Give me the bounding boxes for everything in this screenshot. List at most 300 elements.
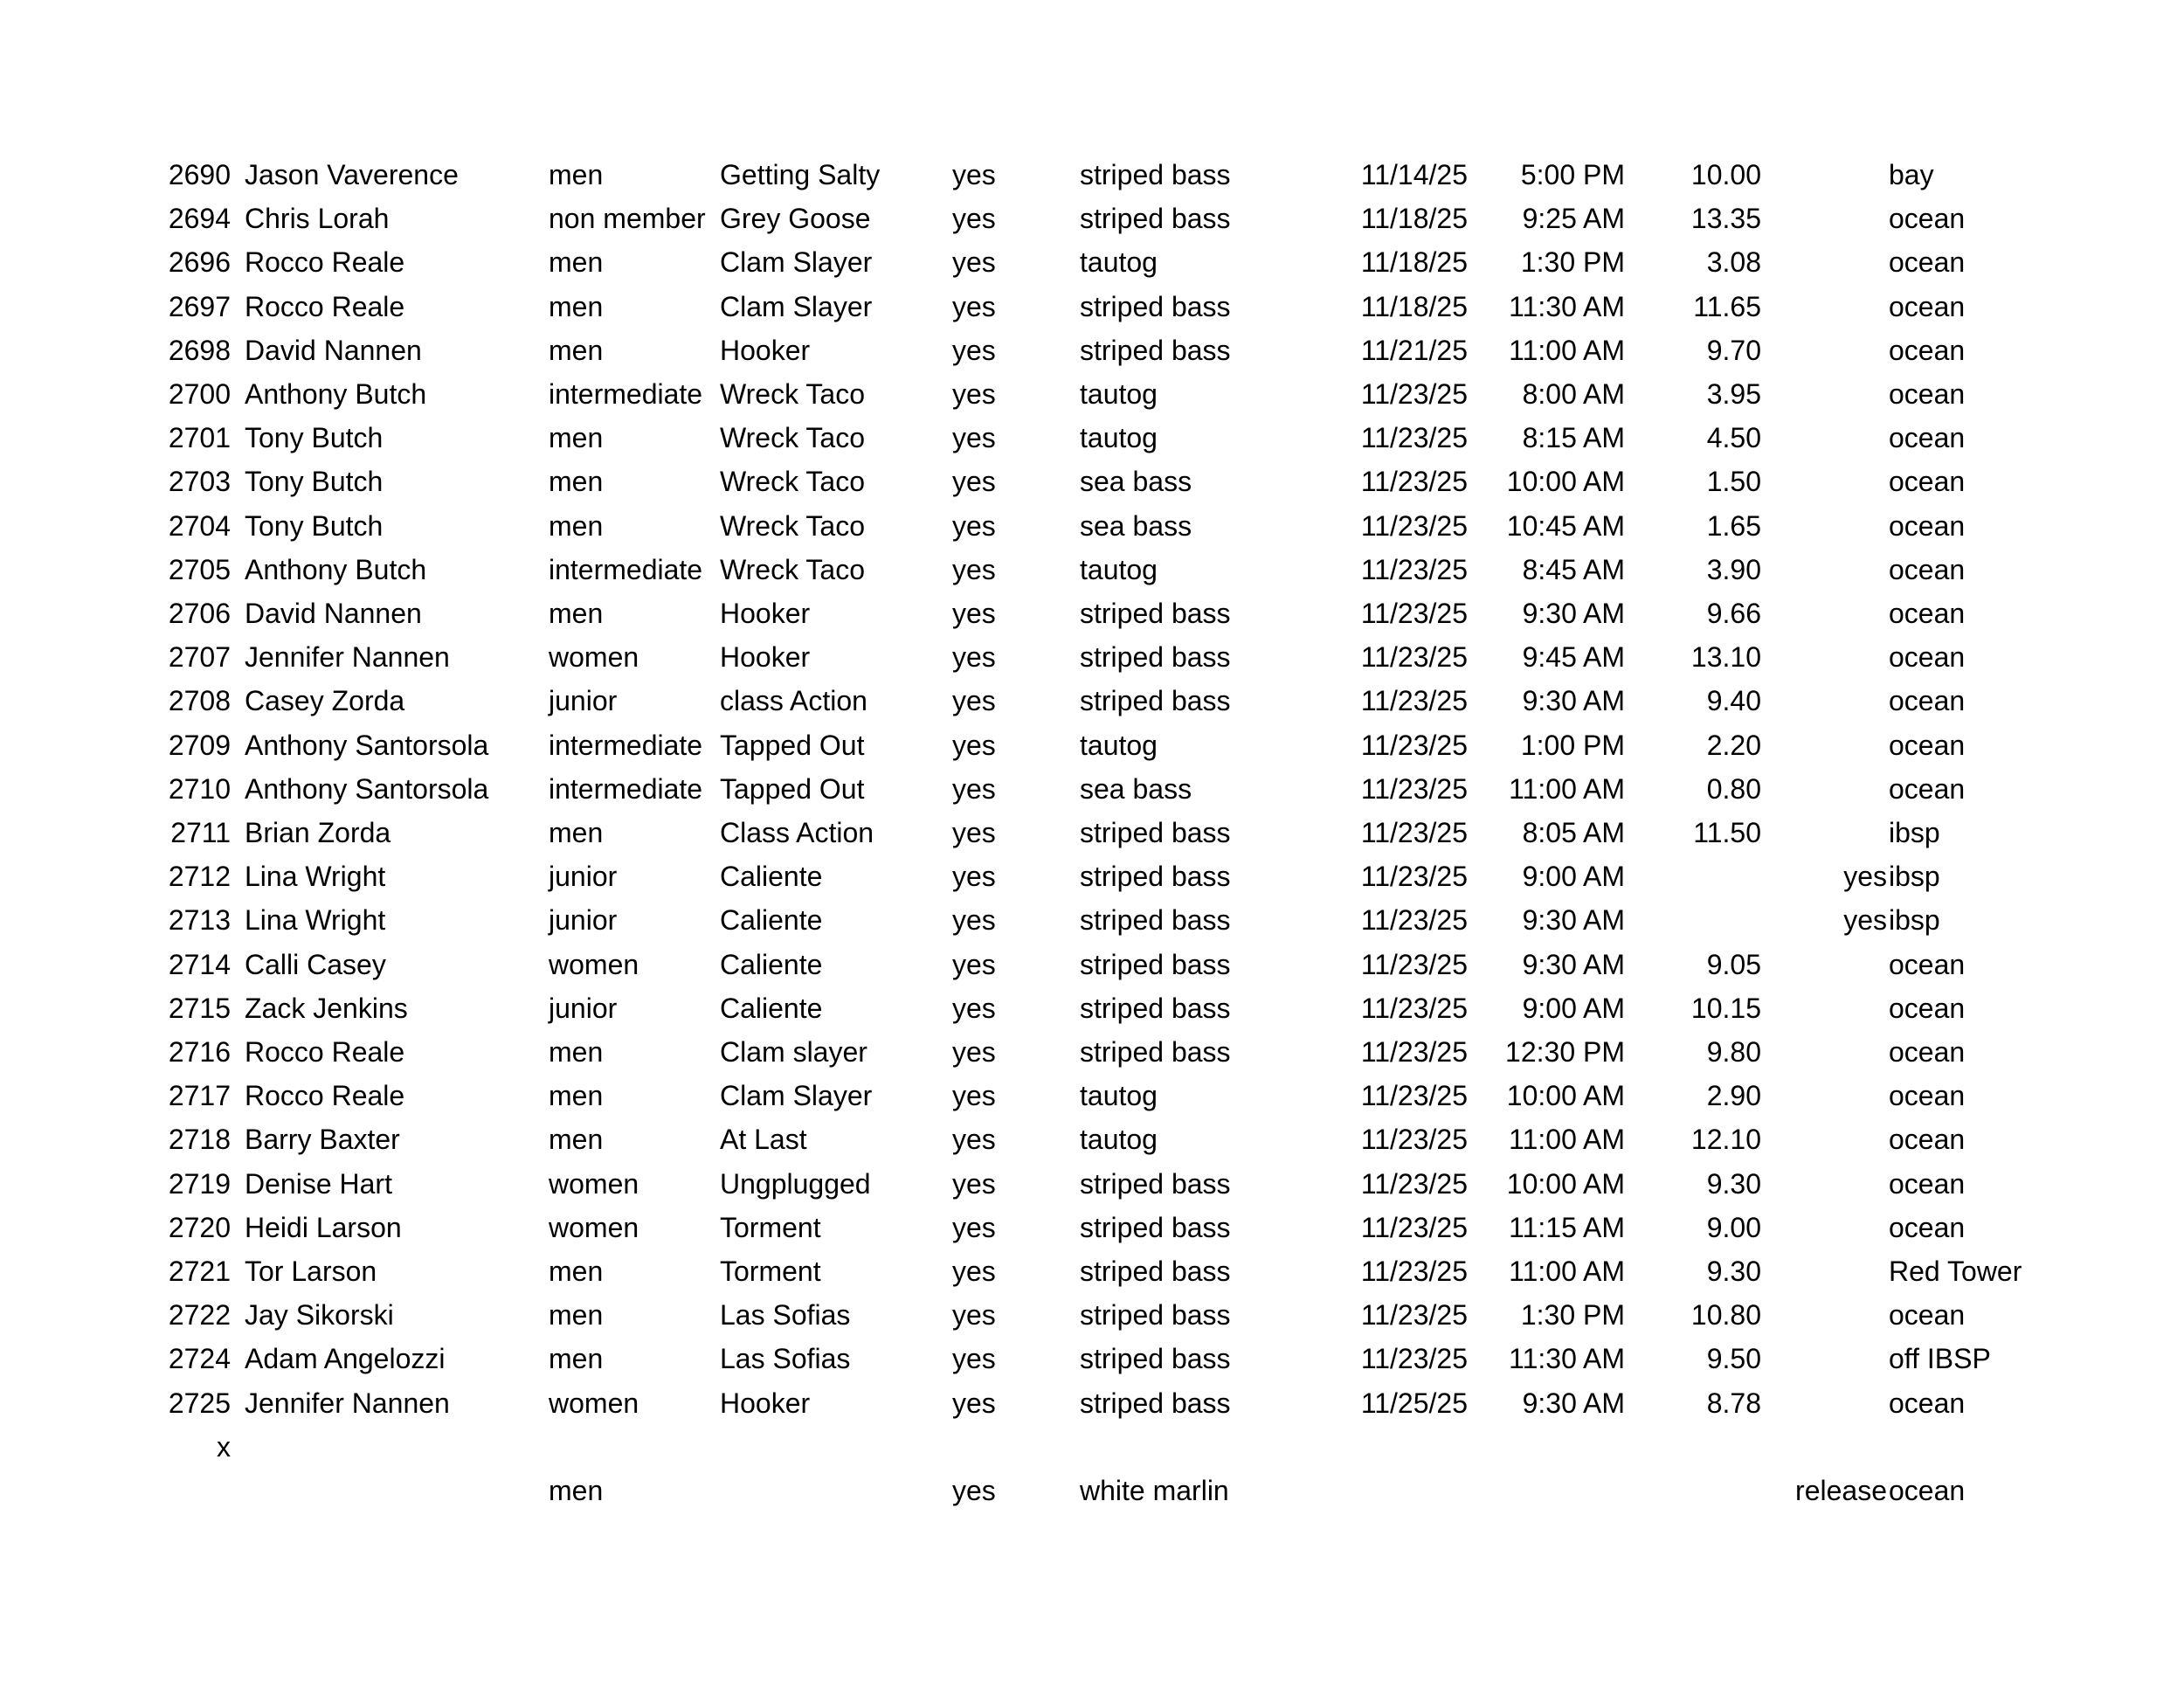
catch-time-cell: 9:30 AM [1522,948,1625,980]
angler-name-cell: Rocco Reale [245,246,405,279]
angler-name-cell: Casey Zorda [245,685,405,717]
species-cell: striped bass [1080,992,1231,1024]
boat-name-cell: Hooker [720,1387,811,1419]
table-row [0,1074,2184,1117]
catch-time-cell: 11:15 AM [1509,1211,1625,1243]
weight-cell: 8.78 [1706,1387,1761,1419]
entry-id-cell [156,1469,231,1512]
division-cell: men [549,290,604,322]
table-row [0,1381,2184,1425]
weight-cell [1642,1425,1761,1469]
entry-id-cell: 2696 [168,246,231,279]
weight-cell [1642,898,1761,942]
table-row [0,1117,2184,1161]
catch-time-cell: 1:30 PM [1520,1299,1625,1332]
catch-date-cell: 11/23/25 [1360,1036,1468,1068]
species-cell: sea bass [1080,509,1192,542]
boat-name-cell: Hooker [720,641,811,674]
division-cell: junior [549,685,618,717]
division-cell: men [549,509,604,542]
weight-cell: 3.95 [1706,378,1761,410]
division-cell: men [549,817,604,848]
weight-cell: 1.50 [1706,466,1761,498]
species-cell: striped bass [1080,861,1231,893]
species-cell: striped bass [1080,1036,1231,1068]
catch-time-cell: 11:00 AM [1509,334,1625,366]
member-flag-cell: yes [952,729,996,761]
weight-cell [1642,854,1761,898]
boat-name-cell: Torment [720,1211,821,1243]
member-flag-cell: yes [952,685,996,717]
boat-name-cell: Clam Slayer [720,290,873,322]
location-cell: ocean [1889,948,1966,980]
table-row [0,416,2184,460]
angler-name-cell: Chris Lorah [245,203,390,235]
release-flag-cell [1765,197,1887,240]
angler-name-cell: Denise Hart [245,1167,392,1200]
catch-date-cell: 11/23/25 [1360,772,1468,805]
entry-id-cell: 2710 [168,772,231,805]
species-cell: striped bass [1080,1167,1231,1200]
species-cell: striped bass [1080,334,1231,366]
location-cell: off IBSP [1889,1343,1991,1375]
entry-id-cell: 2709 [168,729,231,761]
table-row [0,898,2184,942]
catch-date-cell: 11/14/25 [1360,159,1468,190]
weight-cell: 10.15 [1690,992,1761,1024]
angler-name-cell: Adam Angelozzi [245,1343,446,1375]
member-flag-cell: yes [952,904,996,937]
release-flag-cell [1765,1293,1887,1337]
catch-time-cell [1476,1425,1625,1469]
location-cell: ocean [1889,1167,1966,1200]
catch-time-cell: 8:05 AM [1522,817,1625,848]
division-cell: men [549,1256,604,1287]
release-flag-cell [1765,372,1887,416]
angler-name-cell: David Nannen [245,334,422,366]
catch-time-cell: 10:45 AM [1506,509,1625,542]
catch-time-cell: 9:30 AM [1522,904,1625,937]
entry-id-cell: 2721 [168,1256,231,1287]
angler-name-cell [245,1425,542,1469]
catch-time-cell: 11:30 AM [1509,1343,1625,1375]
angler-name-cell: Brian Zorda [245,817,391,848]
catch-date-cell: 11/21/25 [1360,334,1468,366]
entry-id-cell: 2705 [168,553,231,585]
catch-date-cell: 11/23/25 [1360,1080,1468,1112]
boat-name-cell: class Action [720,685,867,717]
species-cell: striped bass [1080,1256,1231,1287]
location-cell: ocean [1889,334,1966,366]
weight-cell: 2.90 [1706,1080,1761,1112]
weight-cell: 3.08 [1706,246,1761,279]
location-cell: ocean [1889,246,1966,279]
boat-name-cell: Hooker [720,598,811,629]
species-cell: striped bass [1080,1343,1231,1375]
species-cell: striped bass [1080,203,1231,235]
release-flag-cell [1765,767,1887,811]
entry-id-cell: 2701 [168,422,231,454]
catch-time-cell: 11:00 AM [1509,1256,1625,1287]
boat-name-cell: Wreck Taco [720,509,865,542]
division-cell: men [549,1036,604,1068]
entry-id-cell: 2716 [168,1036,231,1068]
boat-name-cell: Caliente [720,992,823,1024]
catch-date-cell: 11/23/25 [1360,948,1468,980]
division-cell: junior [549,992,618,1024]
division-cell: intermediate [549,553,703,585]
division-cell: men [549,422,604,454]
catch-time-cell: 9:00 AM [1522,861,1625,893]
member-flag-cell: yes [952,509,996,542]
boat-name-cell: At Last [720,1124,807,1156]
boat-name-cell: Wreck Taco [720,422,865,454]
weight-cell: 9.70 [1706,334,1761,366]
boat-name-cell: Class Action [720,817,874,848]
member-flag-cell: yes [952,948,996,980]
catch-date-cell: 11/23/25 [1360,553,1468,585]
table-row [0,1337,2184,1380]
division-cell: junior [549,861,618,893]
member-flag-cell: yes [952,1036,996,1068]
angler-name-cell: Jason Vaverence [245,159,459,190]
catch-date-cell: 11/23/25 [1360,422,1468,454]
catch-date-cell: 11/23/25 [1360,466,1468,498]
table-row [0,1469,2184,1512]
angler-name-cell: Jennifer Nannen [245,1387,450,1419]
boat-name-cell: Torment [720,1256,821,1287]
location-cell: ocean [1889,641,1966,674]
member-flag-cell: yes [952,378,996,410]
angler-name-cell: Jennifer Nannen [245,641,450,674]
table-row [0,1425,2184,1469]
division-cell: men [549,1080,604,1112]
boat-name-cell: Ungplugged [720,1167,871,1200]
catch-date-cell: 11/23/25 [1360,1211,1468,1243]
catch-date-cell: 11/23/25 [1360,378,1468,410]
boat-name-cell: Clam slayer [720,1036,867,1068]
entry-id-cell: 2706 [168,598,231,629]
division-cell: men [549,246,604,279]
member-flag-cell: yes [952,1080,996,1112]
species-cell: striped bass [1080,641,1231,674]
angler-name-cell: Jay Sikorski [245,1299,394,1332]
release-flag-cell [1765,504,1887,548]
member-flag-cell: yes [952,246,996,279]
catch-date-cell: 11/25/25 [1360,1387,1468,1419]
release-flag-cell [1765,153,1887,197]
table-row [0,1293,2184,1337]
species-cell: tautog [1080,246,1158,279]
catch-time-cell: 8:15 AM [1522,422,1625,454]
catch-date-cell: 11/23/25 [1360,1343,1468,1375]
boat-name-cell: Tapped Out [720,729,865,761]
release-flag-cell [1765,1249,1887,1293]
catch-date-cell: 11/23/25 [1360,1167,1468,1200]
release-flag-cell [1765,416,1887,460]
location-cell: ocean [1889,422,1966,454]
table-row [0,1249,2184,1293]
release-flag-cell [1765,1162,1887,1206]
table-row [0,679,2184,723]
species-cell: striped bass [1080,1211,1231,1243]
weight-cell: 9.00 [1706,1211,1761,1243]
release-flag-cell: release [1795,1475,1887,1506]
angler-name-cell [245,1469,542,1512]
boat-name-cell: Getting Salty [720,159,881,190]
division-cell: intermediate [549,729,703,761]
angler-name-cell: Anthony Santorsola [245,729,489,761]
boat-name-cell: Grey Goose [720,203,871,235]
catch-time-cell: 9:00 AM [1522,992,1625,1024]
release-flag-cell [1765,723,1887,767]
catch-date-cell: 11/23/25 [1360,861,1468,893]
entry-id-cell: 2720 [168,1211,231,1243]
entry-id-cell: 2718 [168,1124,231,1156]
boat-name-cell: Las Sofias [720,1299,851,1332]
weight-cell: 13.10 [1690,641,1761,674]
species-cell: striped bass [1080,1387,1231,1419]
boat-name-cell: Las Sofias [720,1343,851,1375]
catch-date-cell: 11/18/25 [1360,203,1468,235]
member-flag-cell: yes [952,1387,996,1419]
catch-time-cell: 9:30 AM [1522,685,1625,717]
boat-name-cell: Caliente [720,948,823,980]
member-flag-cell: yes [952,772,996,805]
catch-date-cell: 11/23/25 [1360,685,1468,717]
location-cell: ibsp [1889,861,1940,893]
entry-id-cell: 2708 [168,685,231,717]
entry-id-cell: 2717 [168,1080,231,1112]
table-row [0,460,2184,503]
table-row [0,329,2184,372]
angler-name-cell: Lina Wright [245,904,386,937]
weight-cell: 10.80 [1690,1299,1761,1332]
weight-cell: 9.66 [1706,598,1761,629]
location-cell: ocean [1889,685,1966,717]
angler-name-cell: Anthony Butch [245,378,427,410]
weight-cell: 11.65 [1693,290,1761,322]
entry-id-cell: 2703 [168,466,231,498]
member-flag-cell: yes [952,861,996,893]
member-flag-cell: yes [952,817,996,848]
location-cell: ocean [1889,1299,1966,1332]
angler-name-cell: Anthony Santorsola [245,772,489,805]
table-row [0,1162,2184,1206]
species-cell: striped bass [1080,817,1231,848]
release-flag-cell [1765,285,1887,329]
species-cell: sea bass [1080,466,1192,498]
release-flag-cell [1765,1074,1887,1117]
catch-date-cell: 11/23/25 [1360,729,1468,761]
entry-id-cell: 2700 [168,378,231,410]
release-flag-cell [1765,635,1887,679]
division-cell: intermediate [549,772,703,805]
release-flag-cell [1765,1425,1887,1469]
release-flag-cell [1765,986,1887,1030]
catch-time-cell: 10:00 AM [1506,1167,1625,1200]
location-cell: ocean [1889,1387,1966,1419]
division-cell [549,1425,715,1469]
catch-time-cell [1476,1469,1625,1512]
member-flag-cell: yes [952,334,996,366]
weight-cell: 1.65 [1706,509,1761,542]
angler-name-cell: Tony Butch [245,509,384,542]
entry-id-cell: 2707 [168,641,231,674]
angler-name-cell: Anthony Butch [245,553,427,585]
weight-cell [1642,1469,1761,1512]
release-flag-cell [1765,679,1887,723]
table-row [0,153,2184,197]
member-flag-cell: yes [952,641,996,674]
division-cell: men [549,466,604,498]
member-flag-cell: yes [952,1343,996,1375]
member-flag-cell: yes [952,290,996,322]
release-flag-cell [1765,1206,1887,1249]
angler-name-cell: Zack Jenkins [245,992,408,1024]
member-flag-cell: yes [952,422,996,454]
release-flag-cell [1765,548,1887,591]
catch-time-cell: 9:30 AM [1522,598,1625,629]
catch-date-cell: 11/23/25 [1360,598,1468,629]
division-cell: women [549,948,639,980]
species-cell: tautog [1080,422,1158,454]
boat-name-cell [720,1469,938,1512]
division-cell: men [549,159,604,190]
boat-name-cell: Clam Slayer [720,246,873,279]
species-cell: tautog [1080,1124,1158,1156]
boat-name-cell: Tapped Out [720,772,865,805]
catch-time-cell: 8:45 AM [1522,553,1625,585]
angler-name-cell: Calli Casey [245,948,386,980]
table-row [0,1206,2184,1249]
catch-date-cell: 11/18/25 [1360,246,1468,279]
species-cell: striped bass [1080,598,1231,629]
angler-name-cell: Heidi Larson [245,1211,402,1243]
boat-name-cell: Wreck Taco [720,378,865,410]
weight-cell: 10.00 [1690,159,1761,190]
boat-name-cell: Caliente [720,904,823,937]
table-row [0,943,2184,986]
release-flag-cell: yes [1843,861,1887,893]
catch-time-cell: 1:30 PM [1520,246,1625,279]
catch-time-cell: 10:00 AM [1506,466,1625,498]
division-cell: men [549,598,604,629]
catch-time-cell: 10:00 AM [1506,1080,1625,1112]
location-cell: ibsp [1889,817,1940,848]
table-row [0,197,2184,240]
location-cell: Red Tower [1889,1256,2022,1287]
angler-name-cell: Barry Baxter [245,1124,400,1156]
weight-cell: 9.80 [1706,1036,1761,1068]
catch-time-cell: 8:00 AM [1522,378,1625,410]
table-row [0,1030,2184,1074]
species-cell: striped bass [1080,290,1231,322]
release-flag-cell: yes [1843,904,1887,937]
member-flag-cell: yes [952,1211,996,1243]
location-cell: ocean [1889,1080,1966,1112]
member-flag-cell: yes [952,159,996,190]
catch-date-cell: 11/23/25 [1360,904,1468,937]
angler-name-cell: Rocco Reale [245,290,405,322]
entry-id-cell: 2714 [168,948,231,980]
catch-date-cell: 11/23/25 [1360,992,1468,1024]
release-flag-cell [1765,329,1887,372]
catch-date-cell [1328,1469,1468,1512]
species-cell [1080,1425,1324,1469]
species-cell: striped bass [1080,685,1231,717]
entry-id-cell: 2704 [168,509,231,542]
table-row [0,372,2184,416]
location-cell: ocean [1889,1475,1966,1506]
boat-name-cell [720,1425,938,1469]
weight-cell: 13.35 [1690,203,1761,235]
member-flag-cell: yes [952,466,996,498]
entry-id-cell: 2725 [168,1387,231,1419]
release-flag-cell [1765,943,1887,986]
catch-date-cell [1328,1425,1468,1469]
division-cell: men [549,1299,604,1332]
catch-time-cell: 11:00 AM [1509,1124,1625,1156]
angler-name-cell: Tor Larson [245,1256,377,1287]
table-row [0,635,2184,679]
table-row [0,811,2184,854]
location-cell: ocean [1889,772,1966,805]
boat-name-cell: Wreck Taco [720,466,865,498]
member-flag-cell [952,1425,1066,1469]
species-cell: striped bass [1080,1299,1231,1332]
weight-cell: 3.90 [1706,553,1761,585]
division-cell: women [549,1387,639,1419]
location-cell [1889,1425,2151,1469]
location-cell: ocean [1889,1124,1966,1156]
location-cell: ocean [1889,992,1966,1024]
member-flag-cell: yes [952,1167,996,1200]
catch-date-cell: 11/23/25 [1360,1256,1468,1287]
catch-date-cell: 11/23/25 [1360,1299,1468,1332]
angler-name-cell: Rocco Reale [245,1036,405,1068]
location-cell: ocean [1889,598,1966,629]
location-cell: bay [1889,159,1934,190]
location-cell: ocean [1889,553,1966,585]
table-row [0,285,2184,329]
angler-name-cell: Tony Butch [245,422,384,454]
entry-id-cell: 2712 [168,861,231,893]
division-cell: non member [549,203,706,235]
release-flag-cell [1765,460,1887,503]
release-flag-cell [1765,811,1887,854]
weight-cell: 9.40 [1706,685,1761,717]
entry-id-cell: 2719 [168,1167,231,1200]
catch-date-cell: 11/23/25 [1360,509,1468,542]
angler-name-cell: Lina Wright [245,861,386,893]
release-flag-cell [1765,1381,1887,1425]
catch-time-cell: 9:30 AM [1522,1387,1625,1419]
table-row [0,240,2184,284]
entry-id-cell: 2697 [168,290,231,322]
weight-cell: 9.30 [1706,1256,1761,1287]
location-cell: ocean [1889,1036,1966,1068]
weight-cell: 4.50 [1706,422,1761,454]
entry-id-cell: 2711 [170,817,231,848]
catch-time-cell: 12:30 PM [1505,1036,1625,1068]
catch-time-cell: 11:30 AM [1509,290,1625,322]
location-cell: ocean [1889,466,1966,498]
entry-id-cell: 2694 [168,203,231,235]
species-cell: tautog [1080,378,1158,410]
location-cell: ocean [1889,378,1966,410]
member-flag-cell: yes [952,553,996,585]
